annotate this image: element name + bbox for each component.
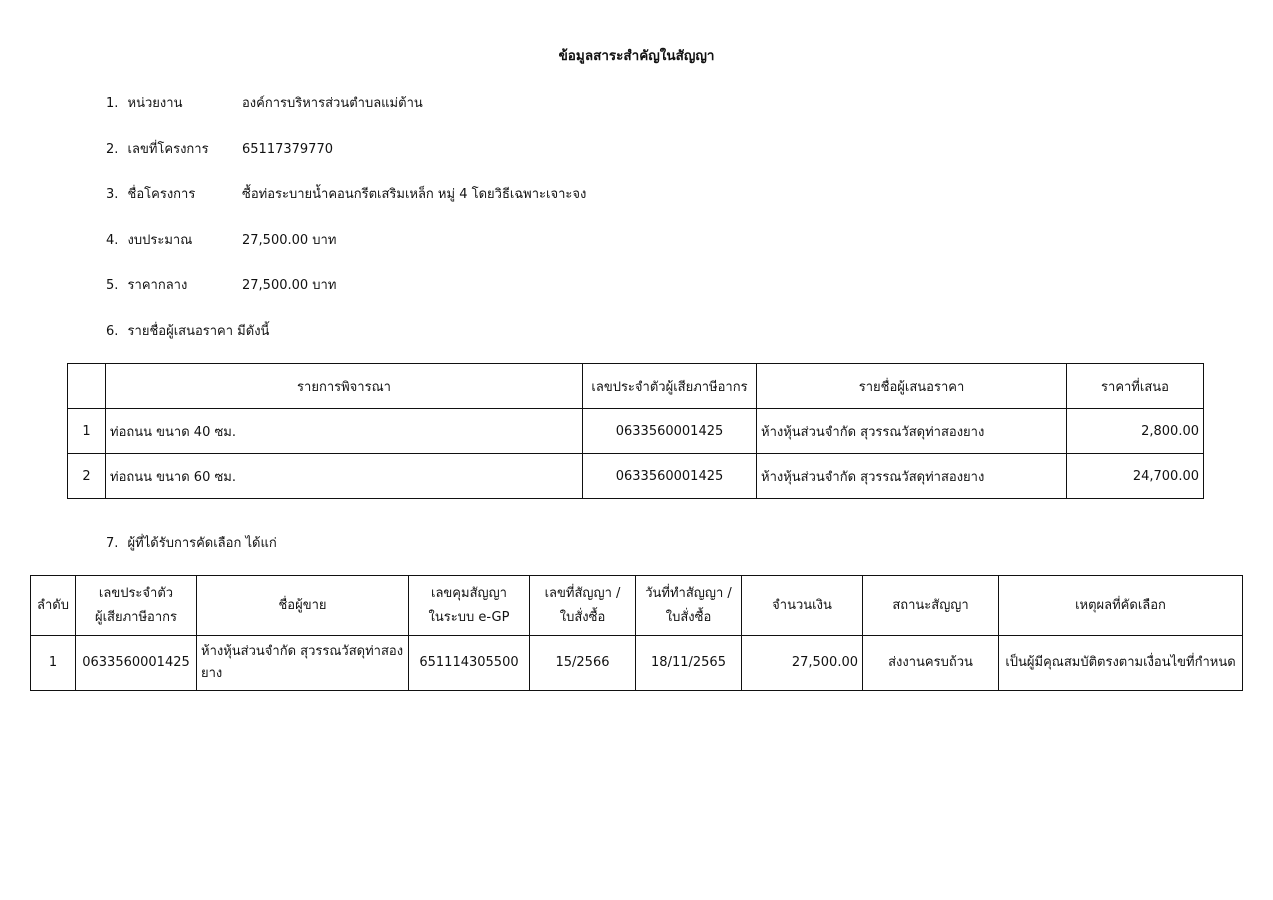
cell-tax-id: 0633560001425	[76, 636, 197, 691]
col-header-control-line2: ในระบบ e-GP	[428, 609, 510, 625]
col-header-seq: ลำดับ	[31, 576, 76, 636]
cell-tax-id: 0633560001425	[583, 409, 757, 454]
field-label: รายชื่อผู้เสนอราคา มีดังนี้	[127, 324, 270, 339]
field-label: ราคากลาง	[127, 278, 188, 293]
field-label: ชื่อโครงการ	[127, 187, 196, 202]
field-value: 27,500.00 บาท	[242, 278, 337, 293]
cell-seller: ห้างหุ้นส่วนจำกัด สุวรรณวัสดุท่าสอง ยาง	[197, 636, 409, 691]
cell-seq: 1	[31, 636, 76, 691]
cell-contract-no: 15/2566	[530, 636, 636, 691]
field-value: 27,500.00 บาท	[242, 233, 337, 248]
col-header-contract-no-line2: ใบสั่งซื้อ	[559, 609, 606, 625]
col-header-control-line1: เลขคุมสัญญา	[431, 585, 507, 601]
col-header-contract-date	[636, 576, 742, 636]
col-header-control-no	[409, 576, 530, 636]
cell-control-no: 651114305500	[409, 636, 530, 691]
field-median-price	[106, 276, 337, 296]
col-header-price: ราคาที่เสนอ	[1067, 364, 1204, 409]
field-label: หน่วยงาน	[127, 96, 183, 111]
col-header-seller: ชื่อผู้ขาย	[197, 576, 409, 636]
col-header-tax-id-line1: เลขประจำตัว	[98, 585, 174, 601]
col-header-contract-date-line2: ใบสั่งซื้อ	[665, 609, 712, 625]
col-header-amount: จำนวนเงิน	[742, 576, 863, 636]
field-label: เลขที่โครงการ	[127, 142, 209, 157]
cell-item: ท่อถนน ขนาด 40 ซม.	[106, 409, 583, 454]
field-number: 2.	[106, 142, 119, 157]
col-header-contract-date-line1: วันที่ทำสัญญา /	[645, 585, 732, 601]
cell-price: 24,700.00	[1067, 454, 1204, 499]
cell-amount: 27,500.00	[742, 636, 863, 691]
table-row	[68, 454, 1204, 499]
col-header-status: สถานะสัญญา	[863, 576, 999, 636]
section-winner-heading	[106, 534, 277, 554]
field-label: ผู้ที่ได้รับการคัดเลือก ได้แก่	[127, 536, 277, 551]
cell-tax-id: 0633560001425	[583, 454, 757, 499]
field-value: 65117379770	[242, 142, 333, 157]
bidders-table	[67, 363, 1204, 499]
cell-item: ท่อถนน ขนาด 60 ซม.	[106, 454, 583, 499]
field-value: องค์การบริหารส่วนตำบลแม่ต้าน	[242, 96, 423, 111]
winner-table	[30, 575, 1243, 691]
field-value: ซื้อท่อระบายน้ำคอนกรีตเสริมเหล็ก หมู่ 4 โดยวิธีเฉพาะเจาะจง	[242, 187, 587, 202]
cell-status: ส่งงานครบถ้วน	[863, 636, 999, 691]
cell-bidder-name: ห้างหุ้นส่วนจำกัด สุวรรณวัสดุท่าสองยาง	[757, 454, 1067, 499]
col-header-tax-id-line2: ผู้เสียภาษีอากร	[94, 609, 177, 625]
cell-bidder-name: ห้างหุ้นส่วนจำกัด สุวรรณวัสดุท่าสองยาง	[757, 409, 1067, 454]
field-label: งบประมาณ	[127, 233, 193, 248]
field-number: 3.	[106, 187, 119, 202]
field-number: 7.	[106, 536, 119, 551]
cell-reason: เป็นผู้มีคุณสมบัติตรงตามเงื่อนไขที่กำหนด	[999, 636, 1243, 691]
col-header-no	[68, 364, 106, 409]
col-header-contract-no	[530, 576, 636, 636]
cell-no: 2	[68, 454, 106, 499]
cell-price: 2,800.00	[1067, 409, 1204, 454]
field-budget	[106, 231, 337, 251]
field-project-number	[106, 140, 333, 160]
field-number: 5.	[106, 278, 119, 293]
field-number: 6.	[106, 324, 119, 339]
table-header-row	[68, 364, 1204, 409]
field-number: 4.	[106, 233, 119, 248]
col-header-item: รายการพิจารณา	[106, 364, 583, 409]
col-header-bidder-name: รายชื่อผู้เสนอราคา	[757, 364, 1067, 409]
field-agency	[106, 94, 423, 114]
col-header-contract-no-line1: เลขที่สัญญา /	[544, 585, 621, 601]
cell-contract-date: 18/11/2565	[636, 636, 742, 691]
col-header-tax-id	[76, 576, 197, 636]
col-header-tax-id: เลขประจำตัวผู้เสียภาษีอากร	[583, 364, 757, 409]
cell-no: 1	[68, 409, 106, 454]
table-row	[31, 636, 1243, 691]
field-project-name	[106, 185, 587, 205]
section-bidders-heading	[106, 322, 269, 342]
field-number: 1.	[106, 96, 119, 111]
document-title: ข้อมูลสาระสำคัญในสัญญา	[558, 48, 715, 64]
table-row	[68, 409, 1204, 454]
col-header-reason: เหตุผลที่คัดเลือก	[999, 576, 1243, 636]
table-header-row	[31, 576, 1243, 636]
